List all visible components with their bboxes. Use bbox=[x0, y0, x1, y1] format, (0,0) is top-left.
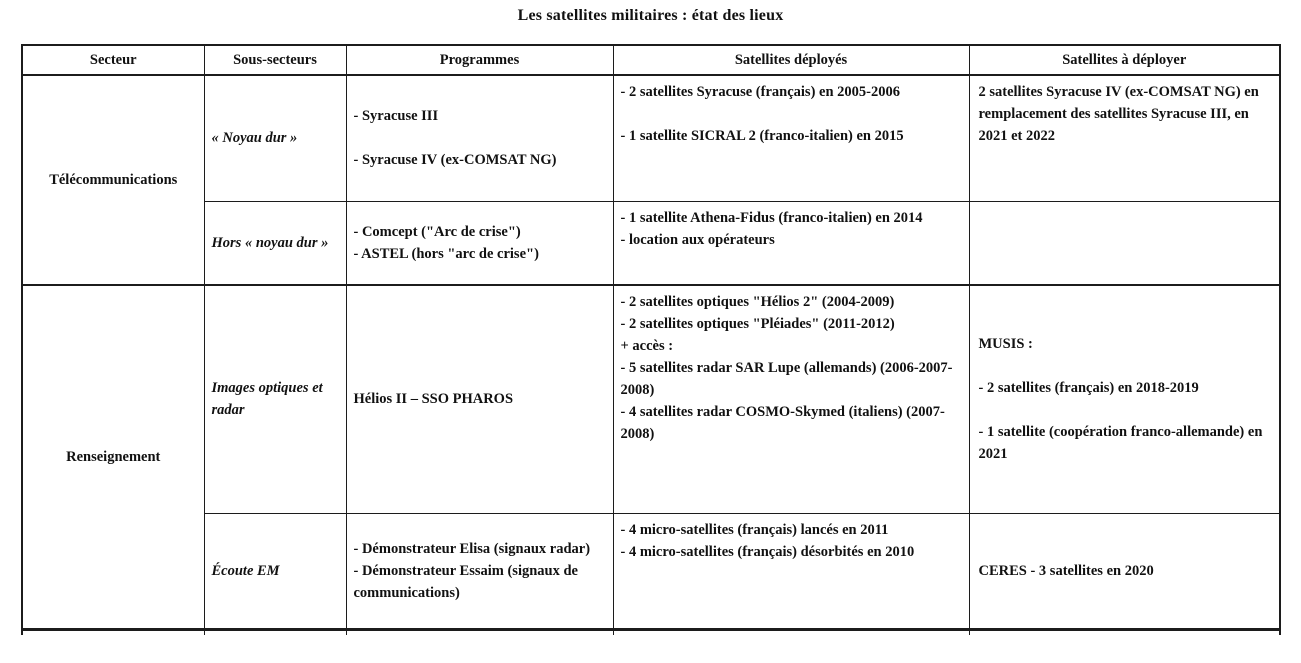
programme-item: - Syracuse III bbox=[353, 108, 439, 125]
cell-programmes-ecoute-em bbox=[346, 513, 613, 629]
cut-off-cell bbox=[204, 629, 346, 635]
cell-programmes-hors-noyau-dur bbox=[346, 201, 613, 285]
satellite-item: - location aux opérateurs bbox=[620, 231, 775, 248]
satellite-item: - 1 satellite (coopération franco-allemande) en 2021 bbox=[978, 424, 1263, 463]
programme-item: - Comcept ("Arc de crise") bbox=[353, 223, 521, 240]
cell-sous-secteur-noyau-dur bbox=[204, 75, 346, 201]
row-noyau-dur bbox=[22, 75, 1280, 201]
programme-item: - Syracuse IV (ex-COMSAT NG) bbox=[353, 152, 557, 169]
col-header-secteur: Secteur bbox=[22, 45, 204, 75]
table-title: Les satellites militaires : état des lieux bbox=[517, 7, 784, 24]
cell-a-deployer-hors-noyau-dur bbox=[969, 201, 1280, 285]
satellite-item: - 4 micro-satellites (français) désorbités en 2010 bbox=[620, 543, 915, 560]
cell-programmes-noyau-dur bbox=[346, 75, 613, 201]
col-header-satellites-deployes: Satellites déployés bbox=[613, 45, 969, 75]
cell-deployes-hors-noyau-dur bbox=[613, 201, 969, 285]
sous-secteur-label: Images optiques et radar bbox=[211, 380, 323, 419]
cut-off-cell bbox=[22, 629, 204, 635]
satellite-item: - 1 satellite Athena-Fidus (franco-italien) en 2014 bbox=[620, 209, 923, 226]
row-images-optiques bbox=[22, 285, 1280, 513]
cell-sous-secteur-images-optiques bbox=[204, 285, 346, 513]
satellite-item: MUSIS : bbox=[978, 336, 1033, 353]
satellites-table bbox=[21, 44, 1281, 635]
cell-sous-secteur-hors-noyau-dur bbox=[204, 201, 346, 285]
programme-item: - Démonstrateur Essaim (signaux de communications) bbox=[353, 562, 578, 601]
header-row bbox=[22, 45, 1280, 75]
sous-secteur-label: Hors « noyau dur » bbox=[211, 234, 329, 251]
satellite-item: - 2 satellites optiques "Hélios 2" (2004-2009) bbox=[620, 294, 895, 310]
secteur-label: Renseignement bbox=[66, 448, 161, 465]
programme-item: Hélios II – SSO PHAROS bbox=[353, 391, 514, 408]
satellite-item: - 2 satellites optiques "Pléiades" (2011-2012) bbox=[620, 316, 895, 332]
table-header bbox=[22, 45, 1280, 75]
programme-item: - ASTEL (hors "arc de crise") bbox=[353, 245, 539, 262]
cut-off-cell bbox=[346, 629, 613, 635]
cell-sous-secteur-ecoute-em bbox=[204, 513, 346, 629]
satellite-item: - 2 satellites (français) en 2018-2019 bbox=[978, 380, 1199, 397]
satellite-item: 2 satellites Syracuse IV (ex-COMSAT NG) en remplacement des satellites Syracuse III, en 2021 et 2022 bbox=[978, 84, 1259, 144]
cut-off-cell bbox=[613, 629, 969, 635]
cell-a-deployer-musis bbox=[969, 285, 1280, 513]
satellite-item: - 1 satellite SICRAL 2 (franco-italien) en 2015 bbox=[620, 128, 904, 144]
cell-a-deployer-noyau-dur bbox=[969, 75, 1280, 201]
satellite-item: - 2 satellites Syracuse (français) en 2005-2006 bbox=[620, 84, 900, 100]
cell-a-deployer-ceres bbox=[969, 513, 1280, 629]
secteur-label: Télécommunications bbox=[49, 172, 178, 188]
cell-deployes-images-optiques bbox=[613, 285, 969, 513]
row-ecoute-em bbox=[22, 513, 1280, 629]
row-hors-noyau-dur bbox=[22, 201, 1280, 285]
satellite-item: - 5 satellites radar SAR Lupe (allemands) (2006-2007-2008) bbox=[620, 360, 953, 398]
cell-secteur-renseignement bbox=[22, 285, 204, 629]
col-header-sous-secteurs: Sous-secteurs bbox=[204, 45, 346, 75]
row-cut-off bbox=[22, 629, 1280, 635]
cell-programmes-images-optiques bbox=[346, 285, 613, 513]
satellite-item: - 4 satellites radar COSMO-Skymed (italiens) (2007-2008) bbox=[620, 404, 945, 442]
programme-item: - Démonstrateur Elisa (signaux radar) bbox=[353, 540, 591, 557]
col-header-programmes: Programmes bbox=[346, 45, 613, 75]
cut-off-cell bbox=[969, 629, 1280, 635]
cell-secteur-telecommunications bbox=[22, 75, 204, 285]
satellite-item: - 4 micro-satellites (français) lancés en 2011 bbox=[620, 521, 889, 538]
cell-deployes-ecoute-em bbox=[613, 513, 969, 629]
satellite-item: CERES - 3 satellites en 2020 bbox=[978, 562, 1154, 579]
sous-secteur-label: Écoute EM bbox=[211, 562, 280, 579]
col-header-satellites-a-deployer: Satellites à déployer bbox=[969, 45, 1280, 75]
cell-deployes-noyau-dur bbox=[613, 75, 969, 201]
satellite-item: + accès : bbox=[620, 338, 674, 354]
sous-secteur-label: « Noyau dur » bbox=[211, 130, 298, 147]
